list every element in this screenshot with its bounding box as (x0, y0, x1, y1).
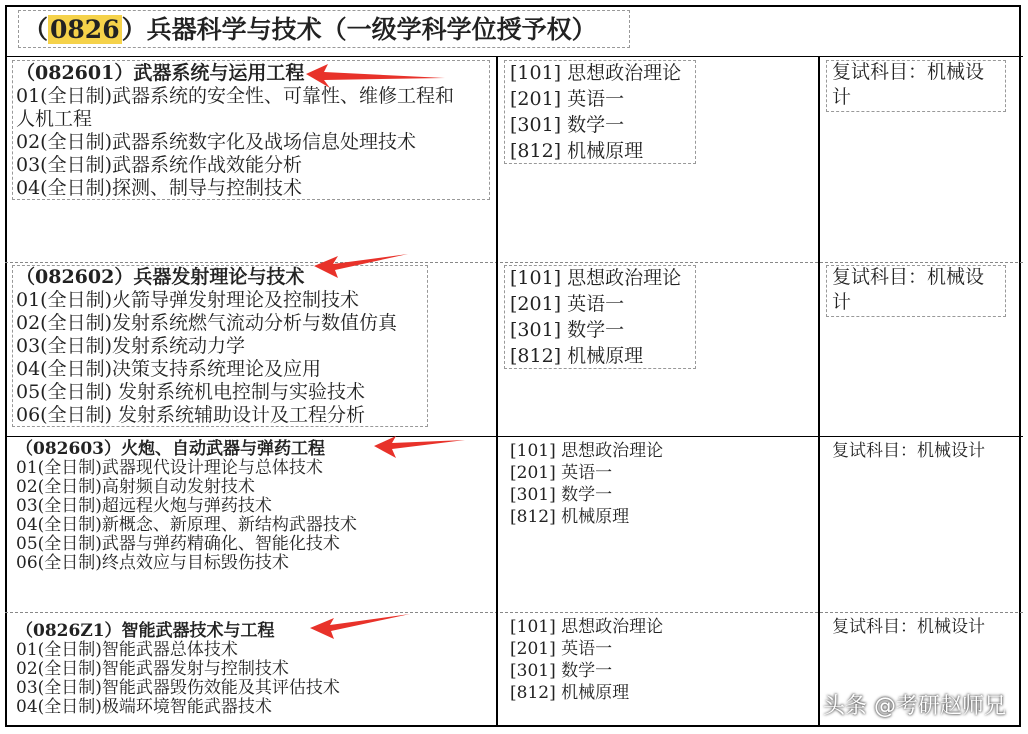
direction-item: 02(全日制)发射系统燃气流动分析与数值仿真 (16, 312, 398, 334)
direction-item: 05(全日制) 发射系统机电控制与实验技术 (16, 381, 366, 403)
red-arrow-icon (308, 250, 458, 280)
subject-item: [301] 数学一 (510, 114, 625, 136)
row-divider (5, 436, 1023, 437)
subject-item: [812] 机械原理 (510, 683, 630, 703)
section-082602 (16, 266, 397, 427)
subject-list (510, 616, 663, 704)
subject-item: [101] 思想政治理论 (510, 441, 664, 461)
direction-item: 04(全日制)新概念、新原理、新结构武器技术 (16, 515, 357, 535)
direction-item: 04(全日制)探测、制导与控制技术 (16, 177, 303, 199)
subject-item: [101] 思想政治理论 (510, 617, 664, 637)
retest-subject: 复试科目：机械设计 (832, 441, 985, 461)
retest-subject: 复试科目：机械设计 (832, 266, 985, 313)
subject-item: [201] 英语一 (510, 88, 625, 110)
direction-item: 02(全日制)武器系统数字化及战场信息处理技术 (16, 131, 417, 153)
subject-item: [201] 英语一 (510, 639, 613, 659)
column-divider (818, 56, 820, 727)
retest-subject: 复试科目：机械设计 (832, 61, 985, 108)
direction-item: 01(全日制)武器系统的安全性、可靠性、维修工程和 (16, 85, 455, 107)
subject-item: [812] 机械原理 (510, 345, 644, 367)
row-divider (5, 56, 1023, 57)
direction-item: 04(全日制)决策支持系统理论及应用 (16, 358, 322, 380)
subject-item: [101] 思想政治理论 (510, 267, 682, 289)
row-divider (5, 262, 1023, 263)
direction-item: 01(全日制)智能武器总体技术 (16, 640, 238, 660)
discipline-code: 0826 (50, 15, 120, 44)
section-head: （082601）武器系统与运用工程 (16, 62, 305, 84)
red-arrow-icon (306, 610, 416, 640)
subject-item: [201] 英语一 (510, 293, 625, 315)
subject-list (510, 60, 681, 164)
section-0826z1 (16, 622, 340, 717)
subject-item: [301] 数学一 (510, 661, 613, 681)
direction-item: 06(全日制) 发射系统辅助设计及工程分析 (16, 404, 366, 426)
column-divider (496, 56, 498, 727)
subject-item: [812] 机械原理 (510, 140, 644, 162)
direction-item: 03(全日制)武器系统作战效能分析 (16, 154, 303, 176)
section-head: （082603）火炮、自动武器与弹药工程 (16, 439, 325, 459)
section-head: （082602）兵器发射理论与技术 (16, 266, 305, 288)
direction-item: 02(全日制)智能武器发射与控制技术 (16, 659, 289, 679)
subject-item: [101] 思想政治理论 (510, 62, 682, 84)
direction-item: 01(全日制)火箭导弹发射理论及控制技术 (16, 289, 360, 311)
subject-item: [201] 英语一 (510, 463, 613, 483)
row-divider (5, 612, 1023, 613)
subject-list (510, 440, 663, 528)
subject-item: [812] 机械原理 (510, 507, 630, 527)
section-head: （0826Z1）智能武器技术与工程 (16, 621, 275, 641)
section-082603 (16, 440, 357, 573)
direction-item: 04(全日制)极端环境智能武器技术 (16, 697, 272, 717)
subject-list (510, 265, 681, 369)
subject-item: [301] 数学一 (510, 485, 613, 505)
direction-item: 03(全日制)智能武器毁伤效能及其评估技术 (16, 678, 340, 698)
subject-item: [301] 数学一 (510, 319, 625, 341)
direction-item: 06(全日制)终点效应与目标毁伤技术 (16, 553, 289, 573)
page-title: （0826）兵器科学与技术（一级学科学位授予权） (18, 10, 630, 48)
direction-item: 05(全日制)武器与弹药精确化、智能化技术 (16, 534, 340, 554)
red-arrow-icon (300, 60, 450, 90)
direction-item: 03(全日制)发射系统动力学 (16, 335, 246, 357)
watermark: 头条 @考研赵师兄 (823, 694, 1006, 719)
direction-item: 人机工程 (16, 108, 93, 130)
direction-item: 02(全日制)高射频自动发射技术 (16, 477, 255, 497)
direction-item: 03(全日制)超远程火炮与弹药技术 (16, 496, 272, 516)
red-arrow-icon (370, 430, 470, 460)
direction-item: 01(全日制)武器现代设计理论与总体技术 (16, 458, 323, 478)
retest-subject: 复试科目：机械设计 (832, 617, 985, 637)
